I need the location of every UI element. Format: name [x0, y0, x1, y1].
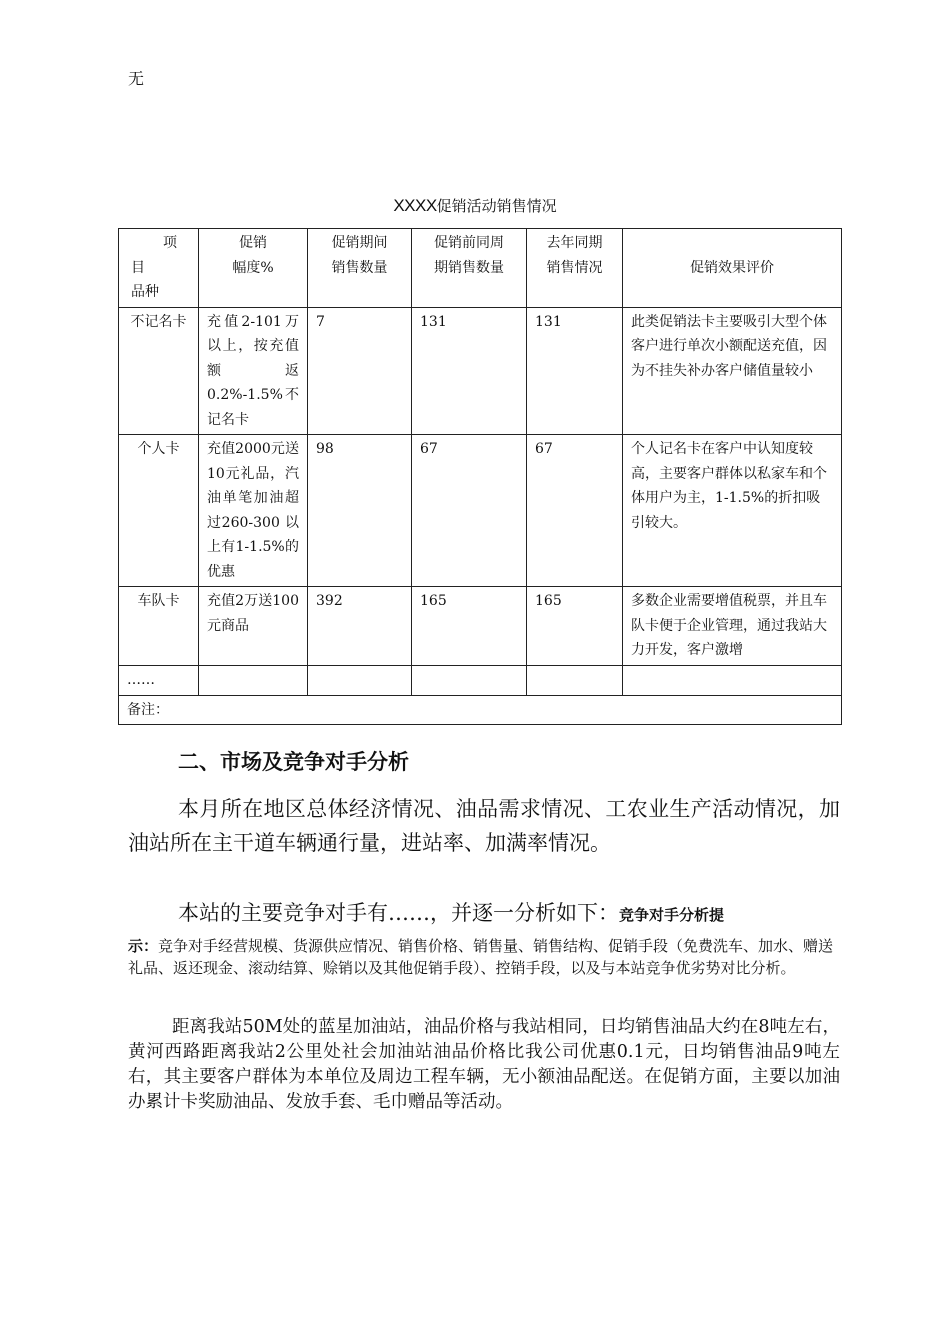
row-lastyear: 67	[527, 435, 623, 587]
paragraph-economy: 本月所在地区总体经济情况、油品需求情况、工农业生产活动情况，加油站所在主干道车辆通行量，进站率、加满率情况。	[128, 797, 840, 855]
header-during: 促销期间 销售数量	[308, 229, 412, 308]
competitors-intro: 本站的主要竞争对手有……，并逐一分析如下：	[178, 901, 619, 925]
section-heading: 二、市场及竞争对手分析	[178, 750, 409, 774]
table-title-text: 促销活动销售情况	[436, 197, 557, 215]
paragraph-competitor-detail: 距离我站50M处的蓝星加油站，油品价格与我站相同，日均销售油品大约在8吨左右，黄河西路距离我站2公里处社会加油站油品价格比我公司优惠0.1元，日均销售油品9吨左右，其主要客户群体为本单位及周边工程车辆，无小额油品配送。在促销方面，主要以加油办累计卡奖励油品、发放手套、毛巾赠品等活动。	[128, 1017, 840, 1112]
table-header-row	[119, 229, 842, 308]
paragraph-hint	[128, 935, 840, 979]
row-effect: 个人记名卡在客户中认知度较高，主要客户群体以私家车和个体用户为主，1-1.5%的折扣吸引较大。	[623, 435, 842, 587]
header-item: 项 目 品种	[119, 229, 199, 308]
row-name: 不记名卡	[119, 307, 199, 435]
table-row	[119, 435, 842, 587]
row-before: 67	[412, 435, 527, 587]
header-before: 促销前同周 期销售数量	[412, 229, 527, 308]
row-name: 个人卡	[119, 435, 199, 587]
row-range: 充值2-101万以上，按充值额返0.2%-1.5%不记名卡	[199, 307, 308, 435]
promotion-sales-table	[118, 228, 842, 725]
header-lastyear: 去年同期 销售情况	[527, 229, 623, 308]
table-title	[0, 195, 950, 216]
row-ellipsis: ……	[119, 666, 199, 696]
header-effect: 促销效果评价	[623, 229, 842, 308]
table-row	[119, 587, 842, 666]
row-lastyear: 131	[527, 307, 623, 435]
table-note: 备注：	[119, 695, 842, 725]
row-name: 车队卡	[119, 587, 199, 666]
table-row	[119, 307, 842, 435]
hint-text: 竞争对手经营规模、货源供应情况、销售价格、销售量、销售结构、促销手段（免费洗车、加水、赠送礼品、返还现金、滚动结算、赊销以及其他促销手段）、控销手段，以及与本站竞争优劣势对比分析。	[128, 937, 834, 977]
row-effect: 多数企业需要增值税票，并且车队卡便于企业管理，通过我站大力开发，客户激增	[623, 587, 842, 666]
row-before: 131	[412, 307, 527, 435]
row-during: 7	[308, 307, 412, 435]
row-effect: 此类促销法卡主要吸引大型个体客户进行单次小额配送充值，因为不挂失补办客户储值量较小	[623, 307, 842, 435]
header-range: 促销 幅度%	[199, 229, 308, 308]
table-title-prefix: XXXX	[393, 196, 437, 215]
row-during: 98	[308, 435, 412, 587]
row-range: 充值2万送100元商品	[199, 587, 308, 666]
row-during: 392	[308, 587, 412, 666]
row-lastyear: 165	[527, 587, 623, 666]
hint-label-end: 示：	[128, 937, 159, 955]
row-range: 充值2000元送10元礼品，汽油单笔加油超过260-300 以上有1-1.5%的优惠	[199, 435, 308, 587]
row-before: 165	[412, 587, 527, 666]
hint-label: 竞争对手分析提	[619, 906, 725, 924]
table-row-note	[119, 695, 842, 725]
top-note: 无	[128, 69, 145, 88]
paragraph-competitors	[128, 896, 840, 932]
table-row-ellipsis	[119, 666, 842, 696]
